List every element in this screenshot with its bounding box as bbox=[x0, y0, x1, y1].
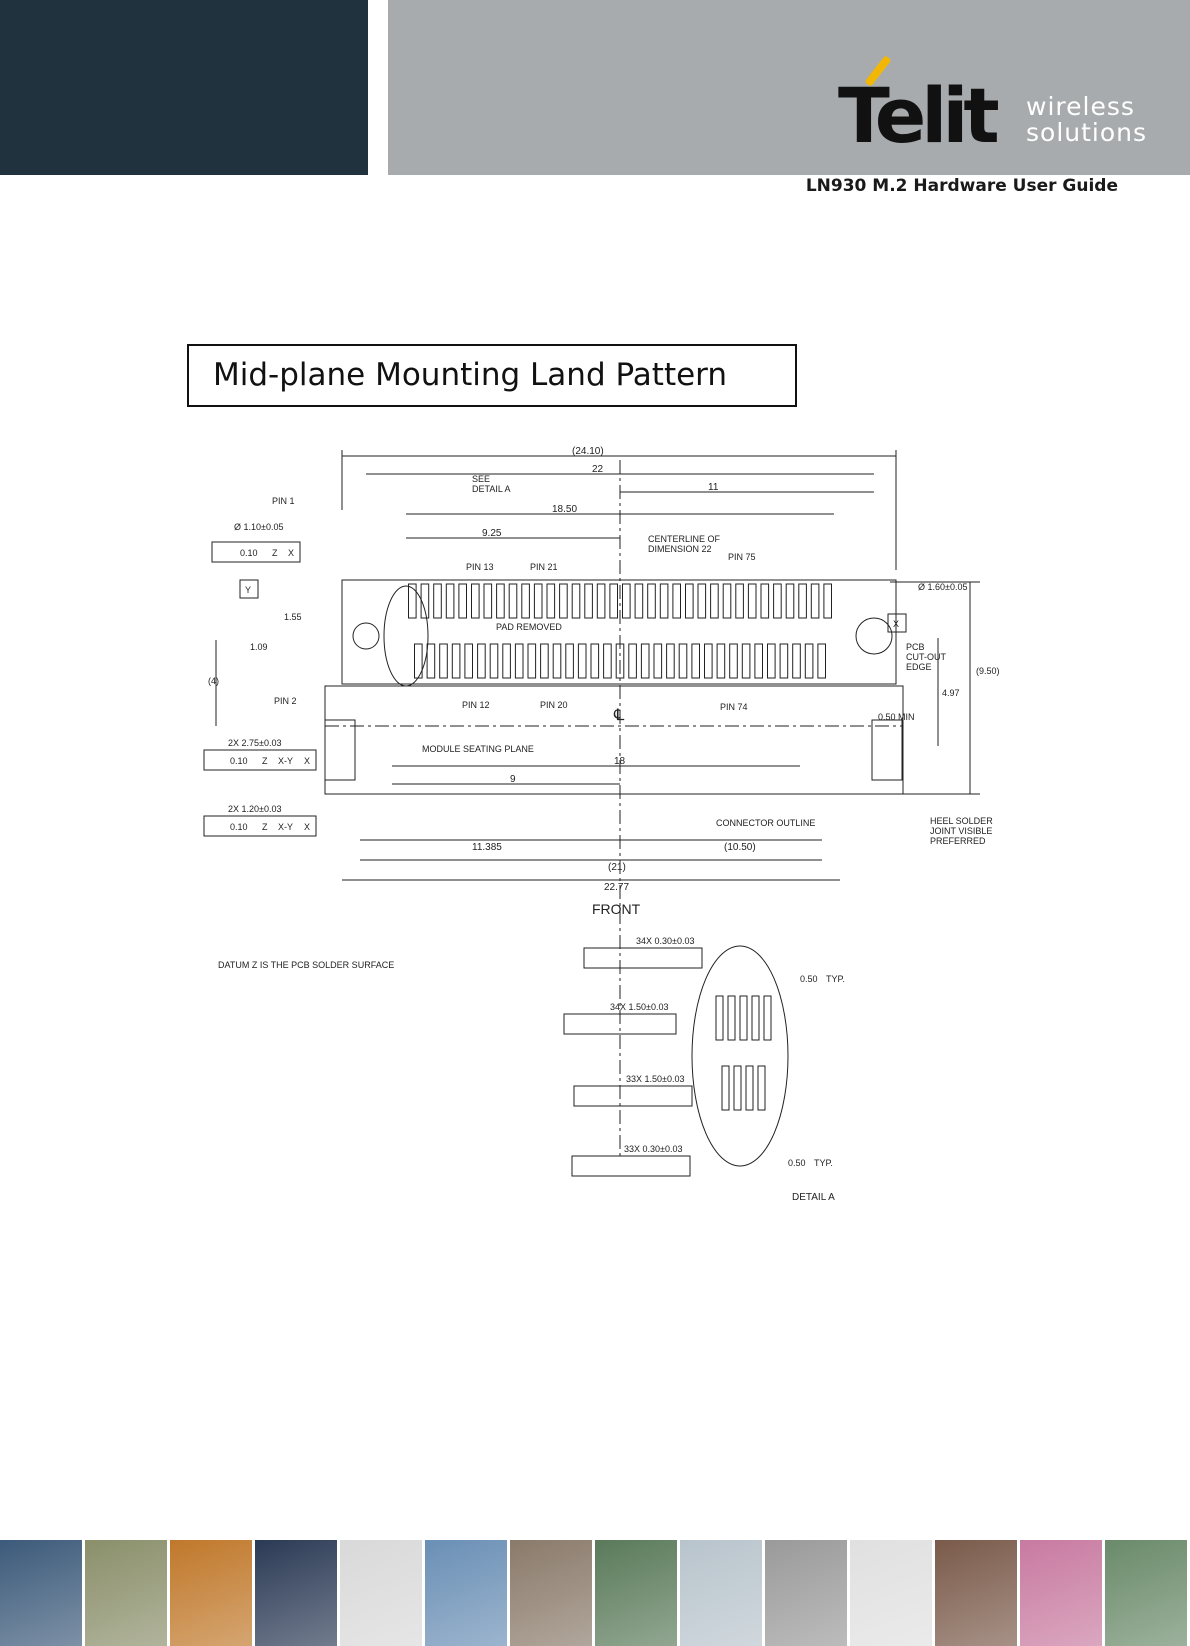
detail-a-pads bbox=[716, 996, 771, 1110]
land-pad bbox=[730, 644, 738, 678]
label-pin21: PIN 21 bbox=[530, 562, 558, 572]
label-dim-2x120: 2X 1.20±0.03 bbox=[228, 804, 282, 814]
label-hole-left: Ø 1.10±0.05 bbox=[234, 522, 284, 532]
land-pad bbox=[591, 644, 599, 678]
land-pad bbox=[610, 584, 618, 618]
fcf-frame-33x150 bbox=[574, 1086, 692, 1106]
land-pad bbox=[799, 584, 807, 618]
footer-photo-tile bbox=[765, 1540, 850, 1646]
detail-a-view bbox=[692, 946, 788, 1166]
label-datum-z-hole: Z bbox=[272, 548, 278, 558]
label-fcf-tol-275: 0.10 bbox=[230, 756, 248, 766]
land-pad bbox=[761, 584, 769, 618]
detail-a-ellipse bbox=[384, 586, 428, 686]
detail-pad-top bbox=[752, 996, 759, 1040]
land-pad bbox=[452, 644, 460, 678]
label-dim-11-385: 11.385 bbox=[472, 842, 502, 853]
land-pad bbox=[660, 584, 668, 618]
footer-photo-tile bbox=[1020, 1540, 1105, 1646]
label-dim-2x275: 2X 2.75±0.03 bbox=[228, 738, 282, 748]
land-pad bbox=[686, 584, 694, 618]
land-pad bbox=[446, 584, 454, 618]
label-dim-1-09: 1.09 bbox=[250, 642, 268, 652]
label-datum-z-120: Z bbox=[262, 822, 268, 832]
land-pad bbox=[459, 584, 467, 618]
footer-photo-tile bbox=[340, 1540, 425, 1646]
label-centerline-2: DIMENSION 22 bbox=[648, 544, 712, 554]
detail-pad-top bbox=[716, 996, 723, 1040]
detail-pad-top bbox=[764, 996, 771, 1040]
label-datum-xy-120: X-Y bbox=[278, 822, 294, 832]
land-pad bbox=[780, 644, 788, 678]
land-pad bbox=[434, 584, 442, 618]
label-centerline-symbol: ℄ bbox=[614, 707, 625, 724]
footer-photo-tile bbox=[85, 1540, 170, 1646]
label-dim-24-10: (24.10) bbox=[572, 446, 604, 457]
footer-photo-tile bbox=[425, 1540, 510, 1646]
label-dim-4-97: 4.97 bbox=[942, 688, 960, 698]
mounting-hole-right bbox=[856, 618, 892, 654]
land-pad bbox=[805, 644, 813, 678]
land-pad bbox=[478, 644, 486, 678]
land-pad bbox=[572, 584, 580, 618]
label-datum-y: Y bbox=[245, 585, 252, 595]
telit-logo bbox=[838, 48, 1158, 158]
label-pin13: PIN 13 bbox=[466, 562, 494, 572]
land-pad bbox=[811, 584, 819, 618]
land-pad bbox=[427, 644, 435, 678]
land-pad bbox=[717, 644, 725, 678]
label-33x030: 33X 0.30±0.03 bbox=[624, 1144, 683, 1154]
land-pad bbox=[553, 644, 561, 678]
mounting-hole-left bbox=[353, 623, 379, 649]
land-pad bbox=[465, 644, 473, 678]
land-pad bbox=[566, 644, 574, 678]
fcf-frame-275 bbox=[204, 750, 316, 770]
land-pad bbox=[648, 584, 656, 618]
land-pad bbox=[409, 584, 417, 618]
header-dark-block bbox=[0, 0, 368, 175]
fcf-frame-33x030 bbox=[572, 1156, 690, 1176]
document-title: LN930 M.2 Hardware User Guide bbox=[805, 176, 1118, 196]
label-typ-b: TYP. bbox=[814, 1158, 833, 1168]
land-pad bbox=[515, 644, 523, 678]
footer-photo-tile bbox=[510, 1540, 595, 1646]
label-dim-1-55: 1.55 bbox=[284, 612, 302, 622]
label-see: SEE bbox=[472, 474, 491, 484]
land-pad bbox=[597, 584, 605, 618]
label-datum-xy-275: X-Y bbox=[278, 756, 294, 766]
label-datum-x-120: X bbox=[304, 822, 311, 832]
land-pad bbox=[692, 644, 700, 678]
label-pin12: PIN 12 bbox=[462, 700, 490, 710]
land-pad bbox=[484, 584, 492, 618]
label-dim-9: 9 bbox=[510, 774, 516, 785]
land-pad bbox=[768, 644, 776, 678]
label-pin2: PIN 2 bbox=[274, 696, 297, 706]
land-pad bbox=[667, 644, 675, 678]
land-pad bbox=[522, 584, 530, 618]
detail-pad-top bbox=[728, 996, 735, 1040]
drawing-svg bbox=[200, 430, 1060, 1210]
label-fcf-tol-120: 0.10 bbox=[230, 822, 248, 832]
land-pad bbox=[723, 584, 731, 618]
footer-photo-tile bbox=[170, 1540, 255, 1646]
label-dim-18: 18 bbox=[614, 756, 626, 767]
label-hole-right: Ø 1.60±0.05 bbox=[918, 582, 968, 592]
land-pad bbox=[490, 644, 498, 678]
label-34x030: 34X 0.30±0.03 bbox=[636, 936, 695, 946]
label-dim-9-50: (9.50) bbox=[976, 666, 1000, 676]
detail-pad-bottom bbox=[722, 1066, 729, 1110]
land-pad bbox=[742, 644, 750, 678]
label-connector-outline: CONNECTOR OUTLINE bbox=[716, 818, 816, 828]
left-tab bbox=[325, 720, 355, 780]
label-heel-2: JOINT VISIBLE bbox=[930, 826, 993, 836]
land-pad bbox=[534, 584, 542, 618]
land-pad bbox=[440, 644, 448, 678]
label-dim-4: (4) bbox=[208, 676, 219, 686]
label-dim-18-50: 18.50 bbox=[552, 504, 578, 515]
label-33x150: 33X 1.50±0.03 bbox=[626, 1074, 685, 1084]
land-pad bbox=[748, 584, 756, 618]
label-pcb-2: CUT-OUT bbox=[906, 652, 946, 662]
footer-photo-tile bbox=[1105, 1540, 1190, 1646]
label-centerline-1: CENTERLINE OF bbox=[648, 534, 721, 544]
label-front: FRONT bbox=[592, 901, 641, 917]
land-pad bbox=[547, 584, 555, 618]
land-pad bbox=[472, 584, 480, 618]
land-pad bbox=[541, 644, 549, 678]
label-050-b: 0.50 bbox=[788, 1158, 806, 1168]
land-pad bbox=[736, 584, 744, 618]
land-pad bbox=[711, 584, 719, 618]
land-pad bbox=[705, 644, 713, 678]
land-pad bbox=[509, 584, 517, 618]
land-pad bbox=[786, 584, 794, 618]
label-heel-1: HEEL SOLDER bbox=[930, 816, 993, 826]
land-pad bbox=[503, 644, 511, 678]
label-dim-22: 22 bbox=[592, 464, 604, 475]
logo-tagline-line2: solutions bbox=[1026, 118, 1148, 147]
footer-image-strip bbox=[0, 1540, 1190, 1646]
land-pad bbox=[578, 644, 586, 678]
footer-photo-tile bbox=[935, 1540, 1020, 1646]
logo-tagline bbox=[1026, 94, 1147, 146]
land-pad bbox=[528, 644, 536, 678]
label-pin1: PIN 1 bbox=[272, 496, 295, 506]
land-pattern-drawing bbox=[200, 430, 1060, 1210]
fcf-frame-120 bbox=[204, 816, 316, 836]
land-pad bbox=[497, 584, 505, 618]
land-pad bbox=[818, 644, 826, 678]
land-pad bbox=[654, 644, 662, 678]
land-pad bbox=[635, 584, 643, 618]
label-datum-z-275: Z bbox=[262, 756, 268, 766]
land-pad bbox=[774, 584, 782, 618]
label-dim-9-25: 9.25 bbox=[482, 528, 502, 539]
land-pad bbox=[604, 644, 612, 678]
label-dim-22-77: 22.77 bbox=[604, 882, 630, 893]
land-pad bbox=[673, 584, 681, 618]
land-pad bbox=[629, 644, 637, 678]
label-pcb-1: PCB bbox=[906, 642, 925, 652]
footer-photo-tile bbox=[255, 1540, 340, 1646]
label-datum-x-hole: X bbox=[288, 548, 295, 558]
label-datum-x-275: X bbox=[304, 756, 311, 766]
land-pad bbox=[585, 584, 593, 618]
land-pad bbox=[623, 584, 631, 618]
label-datum-x: X bbox=[893, 619, 900, 629]
detail-pad-bottom bbox=[746, 1066, 753, 1110]
connector-outline bbox=[325, 686, 903, 794]
label-fcf-tol-hole: 0.10 bbox=[240, 548, 258, 558]
footer-photo-tile bbox=[680, 1540, 765, 1646]
detail-pad-bottom bbox=[734, 1066, 741, 1110]
datum-note: DATUM Z IS THE PCB SOLDER SURFACE bbox=[218, 960, 395, 970]
label-dim-11: 11 bbox=[708, 482, 719, 493]
label-dim-10-50: (10.50) bbox=[724, 842, 756, 853]
land-pad bbox=[641, 644, 649, 678]
logo-tagline-line1: wireless bbox=[1026, 92, 1135, 121]
label-detail-a-ref: DETAIL A bbox=[472, 484, 511, 494]
logo-brand: Telit bbox=[838, 71, 995, 160]
detail-pad-top bbox=[740, 996, 747, 1040]
footer-photo-tile bbox=[595, 1540, 680, 1646]
detail-pad-bottom bbox=[758, 1066, 765, 1110]
label-pad-removed: PAD REMOVED bbox=[496, 622, 562, 632]
label-heel-3: PREFERRED bbox=[930, 836, 986, 846]
land-pad bbox=[755, 644, 763, 678]
label-seating-plane: MODULE SEATING PLANE bbox=[422, 744, 534, 754]
land-pad bbox=[824, 584, 832, 618]
land-pad bbox=[793, 644, 801, 678]
label-min-050: 0.50 MIN bbox=[878, 712, 915, 722]
right-tab bbox=[872, 720, 902, 780]
label-dim-21: (21) bbox=[608, 862, 626, 873]
fcf-frame-34x030 bbox=[584, 948, 702, 968]
label-pin20: PIN 20 bbox=[540, 700, 568, 710]
land-pad bbox=[698, 584, 706, 618]
label-050-a: 0.50 bbox=[800, 974, 818, 984]
label-pin75: PIN 75 bbox=[728, 552, 756, 562]
footer-photo-tile bbox=[0, 1540, 85, 1646]
footer-photo-tile bbox=[850, 1540, 935, 1646]
label-pin74: PIN 74 bbox=[720, 702, 748, 712]
land-pad bbox=[679, 644, 687, 678]
figure-title: Mid-plane Mounting Land Pattern bbox=[187, 344, 797, 407]
label-typ-a: TYP. bbox=[826, 974, 845, 984]
land-pad bbox=[560, 584, 568, 618]
label-pcb-3: EDGE bbox=[906, 662, 932, 672]
label-34x150: 34X 1.50±0.03 bbox=[610, 1002, 669, 1012]
label-detail-a: DETAIL A bbox=[792, 1192, 835, 1203]
